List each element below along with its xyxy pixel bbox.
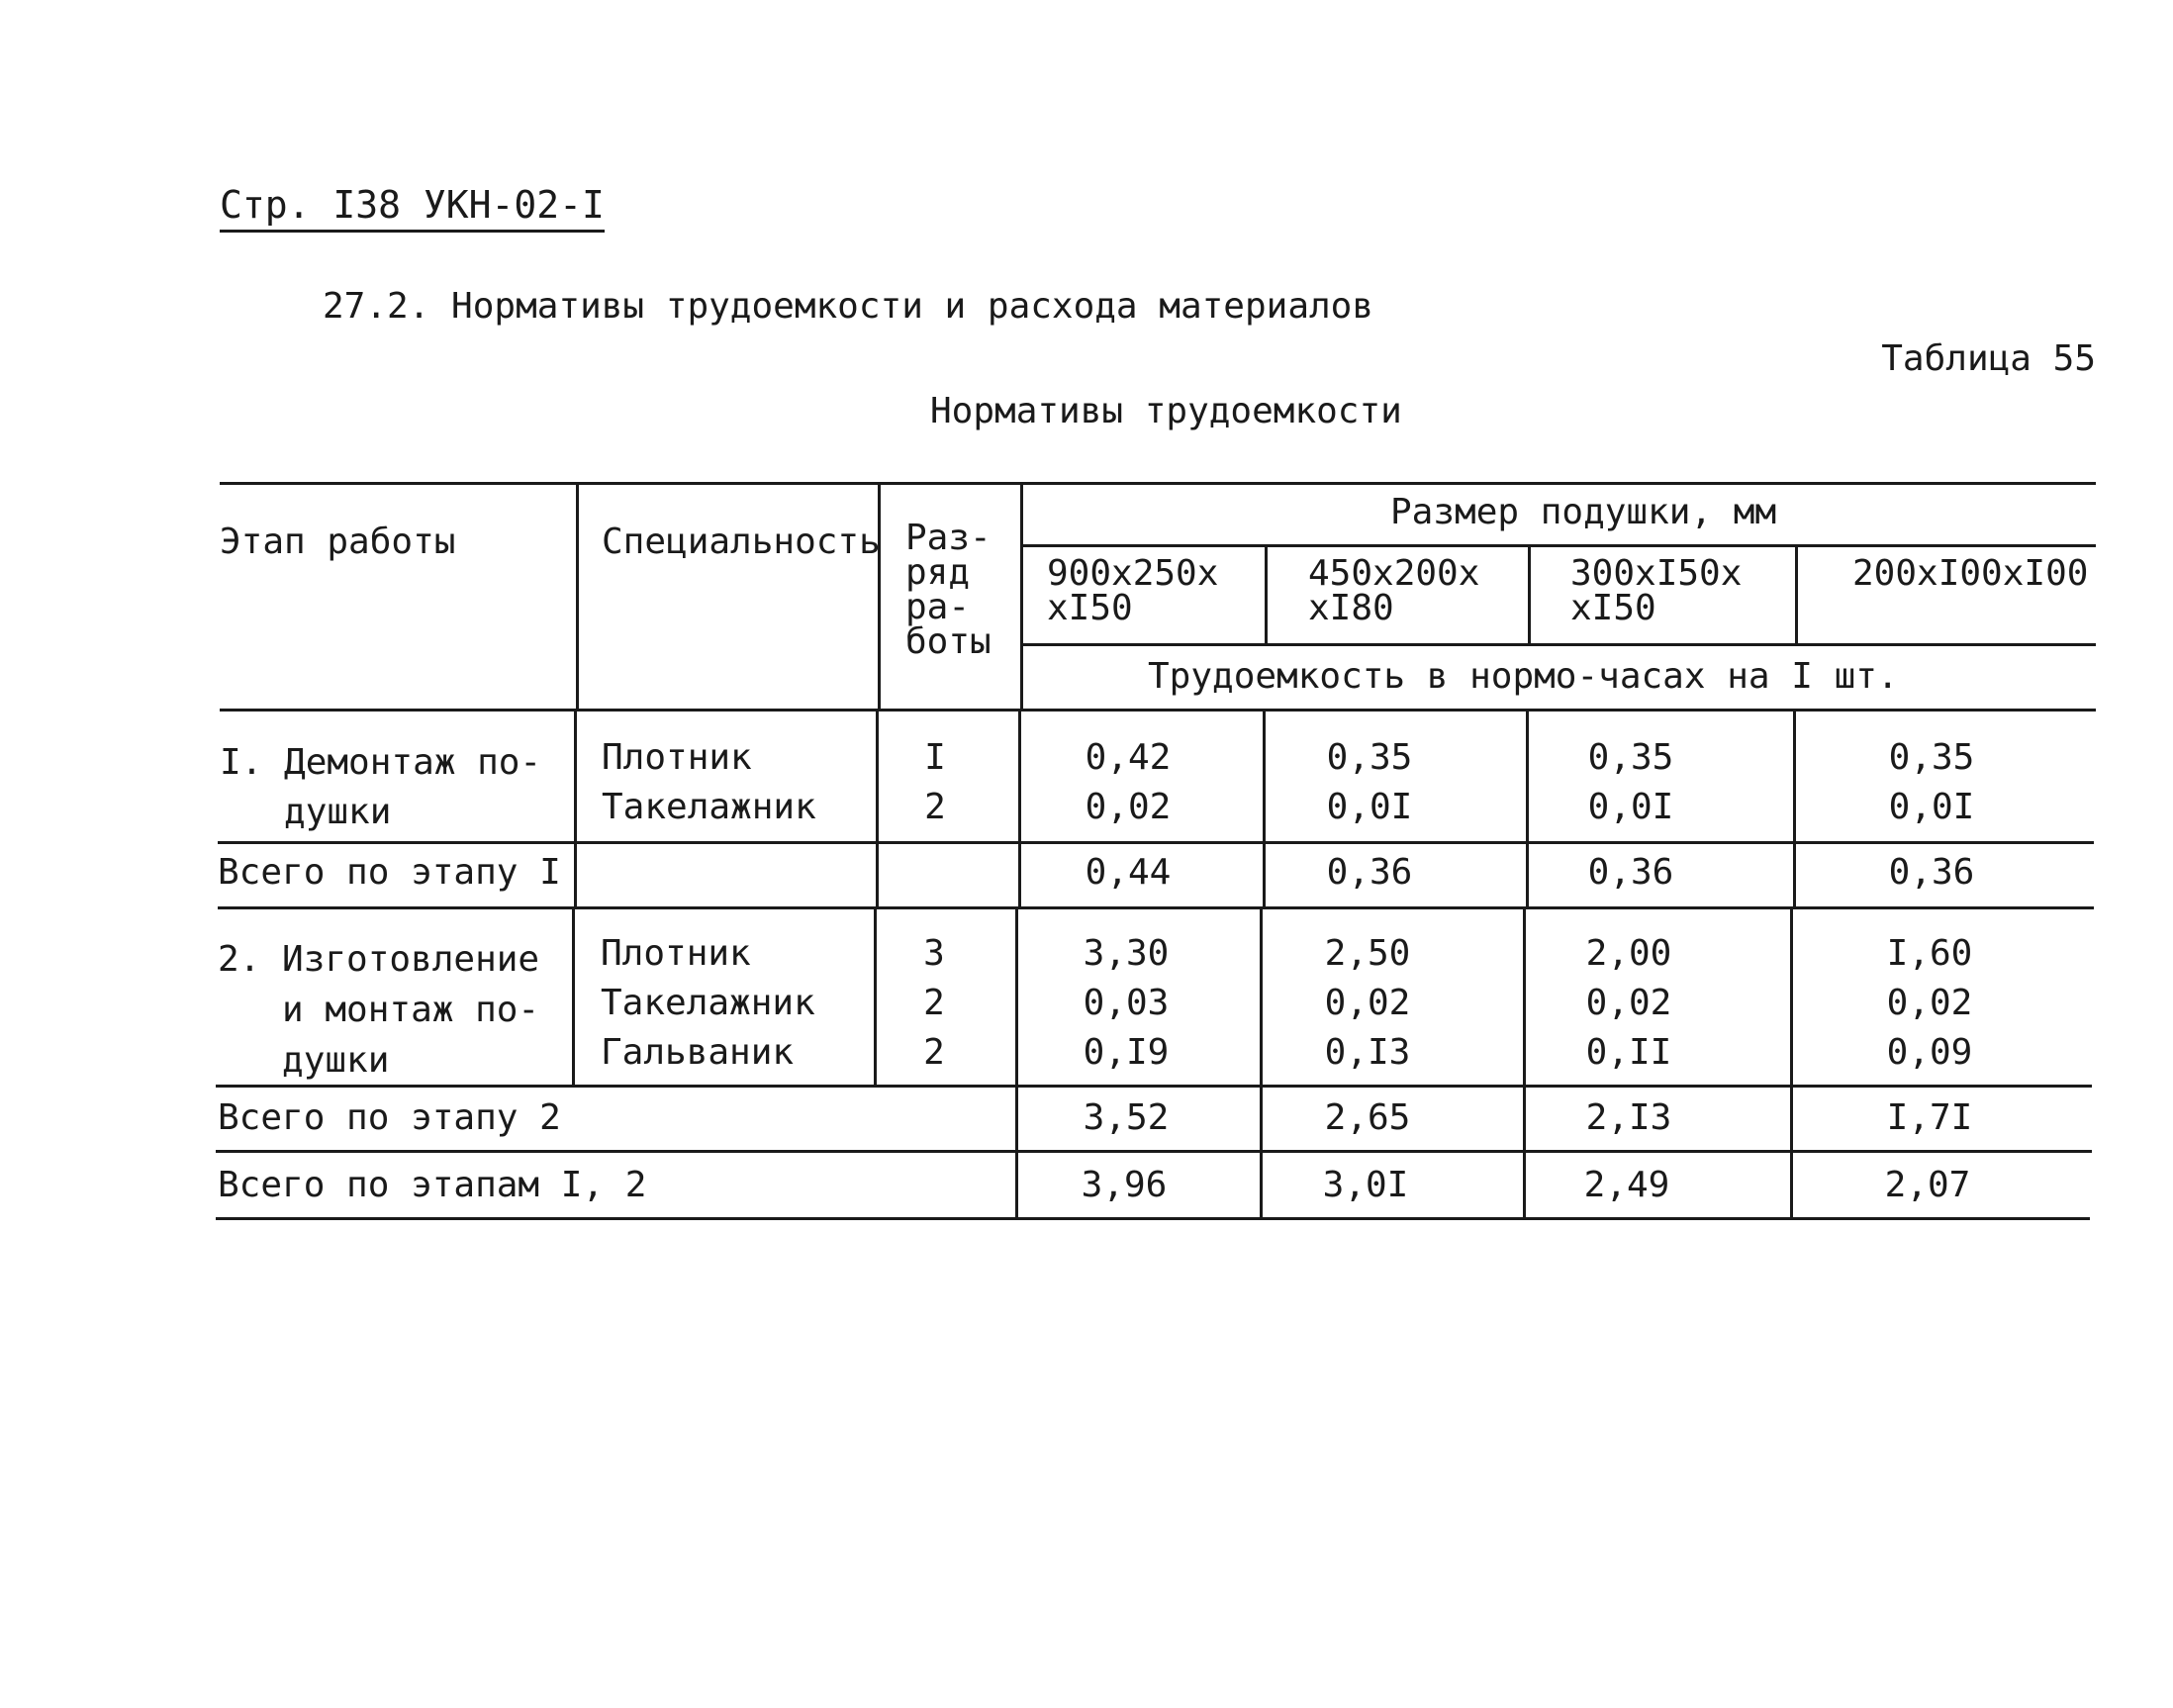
grand-total-label: Всего по этапам I, 2 — [218, 1165, 647, 1205]
stage2-specialty-1: Плотник — [601, 933, 751, 974]
table-top-rule — [220, 482, 2096, 485]
size2-divider-header — [1528, 544, 1531, 643]
grade-col-divider-s2 — [874, 906, 877, 1085]
stage-col-divider-s2 — [572, 906, 575, 1085]
header-grade: Раз- ряд ра- боты — [905, 518, 992, 662]
header-size-group: Размер подушки, мм — [1390, 492, 1777, 532]
header-size-4: 200xI00xI00 — [1852, 553, 2089, 594]
values-col-divider-s2 — [1015, 906, 1018, 1217]
header-size-1: 900x250x xI50 — [1047, 553, 1219, 628]
total1-bottom-rule — [218, 906, 2094, 909]
size3-divider-s1 — [1793, 709, 1796, 906]
table-bottom-rule — [216, 1217, 2090, 1220]
stage1-specialty-1: Плотник — [602, 737, 752, 778]
total2-bottom-rule — [216, 1150, 2092, 1153]
page-reference: Стр. I38 УКН-02-I — [220, 186, 605, 233]
stage1-bottom-rule — [218, 841, 2094, 844]
header-size-2: 450x200x xI80 — [1308, 553, 1480, 628]
stage-col-divider-header — [576, 482, 579, 709]
size1-divider-s1 — [1263, 709, 1266, 906]
table-title: Нормативы трудоемкости — [930, 391, 1402, 431]
size3-divider-s2 — [1790, 906, 1793, 1217]
header-stage: Этап работы — [220, 522, 456, 562]
section-title: 27.2. Нормативы трудоемкости и расхода материалов — [323, 286, 1374, 327]
size1-divider-header — [1265, 544, 1268, 643]
stage-col-divider-s1 — [574, 709, 577, 906]
stage2-name: 2. Изготовление и монтаж по- душки — [218, 939, 540, 1081]
size2-divider-s1 — [1526, 709, 1529, 906]
grade-col-divider-header — [878, 482, 881, 709]
size2-divider-s2 — [1523, 906, 1526, 1217]
size-values-rule — [1022, 643, 2096, 646]
header-bottom-rule — [220, 709, 2096, 712]
stage1-total-label: Всего по этапу I — [218, 852, 561, 893]
table-number: Таблица 55 — [1881, 338, 2096, 379]
header-unit-row: Трудоемкость в нормо-часах на I шт. — [1148, 656, 1899, 697]
header-size-3: 300xI50x xI50 — [1570, 553, 1743, 628]
stage2-total-label: Всего по этапу 2 — [218, 1097, 561, 1138]
grade-col-divider-s1 — [876, 709, 879, 906]
stage2-specialty-3: Гальваник — [601, 1032, 795, 1073]
values-col-divider-header — [1020, 482, 1023, 709]
size-header-rule — [1022, 544, 2096, 547]
stage1-specialty-2: Такелажник — [602, 787, 816, 827]
stage1-name: I. Демонтаж по- душки — [220, 742, 542, 832]
size1-divider-s2 — [1260, 906, 1263, 1217]
values-col-divider-s1 — [1018, 709, 1021, 906]
stage2-specialty-2: Такелажник — [601, 983, 815, 1023]
size3-divider-header — [1795, 544, 1798, 643]
header-specialty: Специальность — [602, 522, 881, 562]
